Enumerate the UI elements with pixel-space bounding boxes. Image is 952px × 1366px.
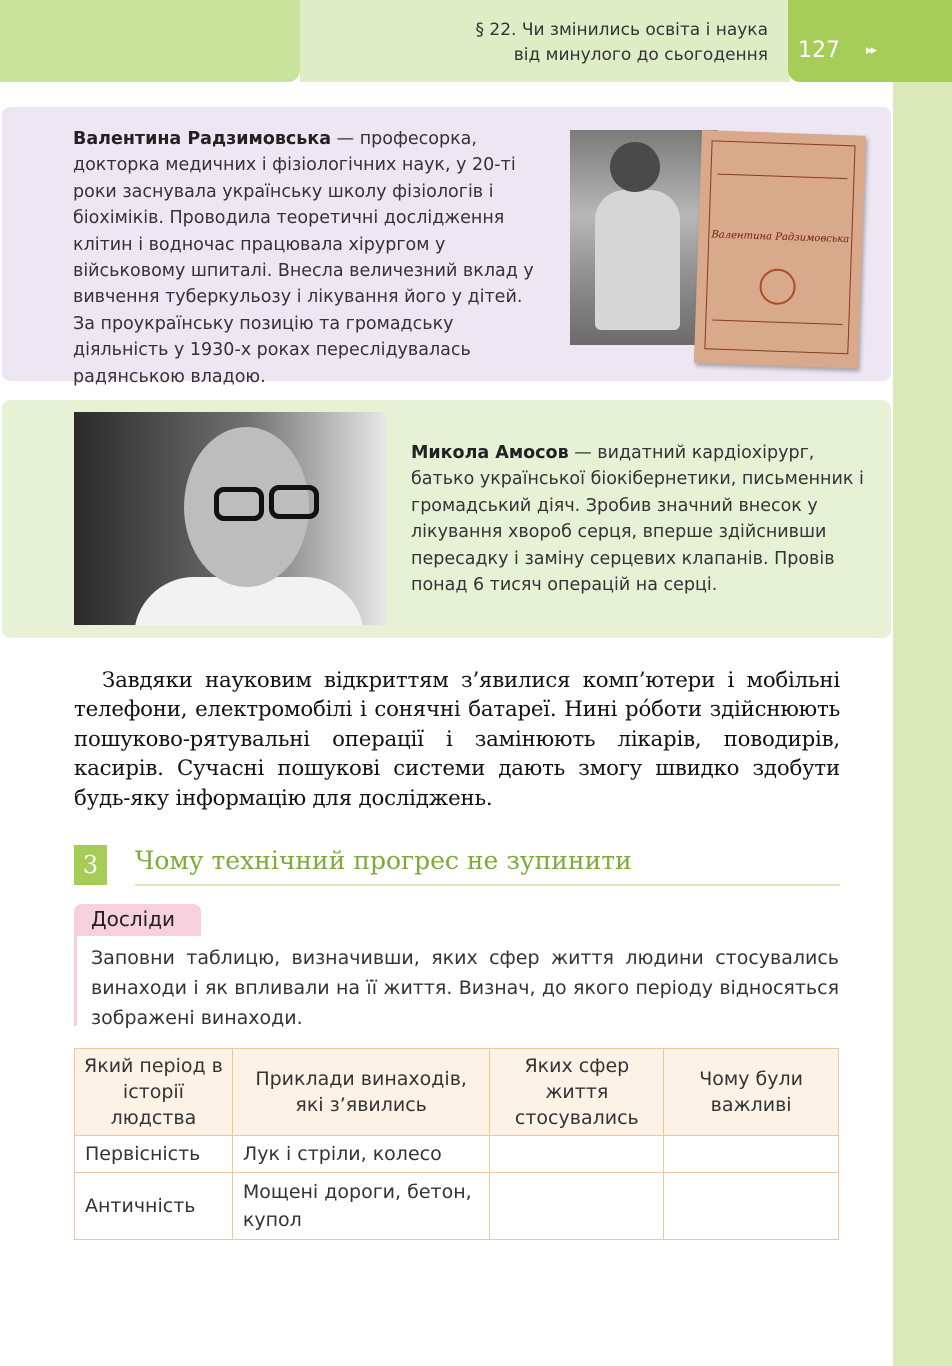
header-page-tab bbox=[788, 0, 952, 82]
next-arrows-icon: ▸▸ bbox=[866, 43, 876, 58]
section-title-line1: § 22. Чи змінились освіта і наука bbox=[475, 20, 768, 40]
table-cell-empty bbox=[490, 1173, 664, 1240]
table-header-importance: Чому були важливі bbox=[664, 1049, 839, 1136]
amosov-bio bbox=[411, 440, 866, 598]
radzymovska-bio bbox=[73, 126, 548, 390]
task-instructions: Заповни таблицю, визначивши, яких сфер життя людини стосувались винаходи і як впливали на її життя. Визнач, до якого періоду відносяться зображені винаходи. bbox=[91, 947, 839, 1029]
amosov-description: — видатний кардіохірург, батько української біокібернетики, письменник і громадський діяч. Зробив значний внесок у лікування хвороб серця, вперше здійснивши пересадку і заміну серцевих клапанів. Провів понад 6 тисяч операцій на серці. bbox=[411, 443, 864, 596]
table-cell-empty bbox=[490, 1136, 664, 1173]
table-cell: Мощені дороги, бетон, купол bbox=[232, 1173, 489, 1240]
table-header-spheres: Яких сфер життя стосувались bbox=[490, 1049, 664, 1136]
section-heading: Чому технічний прогрес не зупинити bbox=[135, 846, 632, 875]
table-cell: Античність bbox=[75, 1173, 233, 1240]
book-title: Валентина Радзимовська bbox=[711, 229, 850, 246]
radzymovska-book-cover bbox=[694, 130, 866, 369]
radzymovska-description: — професорка, докторка медичних і фізіологічних наук, у 20-ті роки заснувала українську школу фізіологів і біохіміків. Проводила теоретичні дослідження клітин і водночас працювала хірургом у військовому шпиталі. Внесла величезний вклад у вивчення туберкульозу і лікування його у дітей. За проукраїнську позицію та громадську діяльність у 1930-х роках переслідувалась радянською владою. bbox=[73, 129, 534, 387]
table-cell: Лук і стріли, колесо bbox=[232, 1136, 489, 1173]
table-row bbox=[75, 1173, 839, 1240]
section-underline bbox=[135, 884, 840, 886]
table-header-period: Який період в історії людства bbox=[75, 1049, 233, 1136]
table-header-row bbox=[75, 1049, 839, 1136]
amosov-photo bbox=[74, 412, 387, 625]
table-row bbox=[75, 1136, 839, 1173]
task-tag-label: Досліди bbox=[91, 907, 176, 931]
task-side-bar bbox=[74, 936, 77, 1026]
radzymovska-name: Валентина Радзимовська bbox=[73, 129, 332, 149]
section-title-line2: від минулого до сьогодення bbox=[513, 45, 768, 65]
page-number: 127 bbox=[798, 38, 840, 63]
task-tag bbox=[74, 904, 201, 936]
table-header-examples: Приклади винаходів, які з’явились bbox=[232, 1049, 489, 1136]
table-cell-empty bbox=[664, 1173, 839, 1240]
header-section-title bbox=[300, 0, 790, 82]
right-margin-strip bbox=[893, 82, 952, 1366]
amosov-name: Микола Амосов bbox=[411, 443, 569, 463]
header-left-tab bbox=[0, 0, 300, 82]
table-cell-empty bbox=[664, 1136, 839, 1173]
section-number: 3 bbox=[74, 845, 107, 885]
body-paragraph: Завдяки науковим відкриттям з’явилися комп’ютери і мобільні телефони, електромобілі і сонячні батареї. Нині рóботи здійснюють пошуково-рятувальні операції і замінюють лікарів, поводирів, касирів. Сучасні пошукові системи дають змогу швидко здобути будь-яку інформацію для досліджень. bbox=[74, 668, 840, 811]
table-cell: Первісність bbox=[75, 1136, 233, 1173]
inventions-table bbox=[74, 1048, 839, 1240]
seal-icon bbox=[759, 268, 796, 305]
